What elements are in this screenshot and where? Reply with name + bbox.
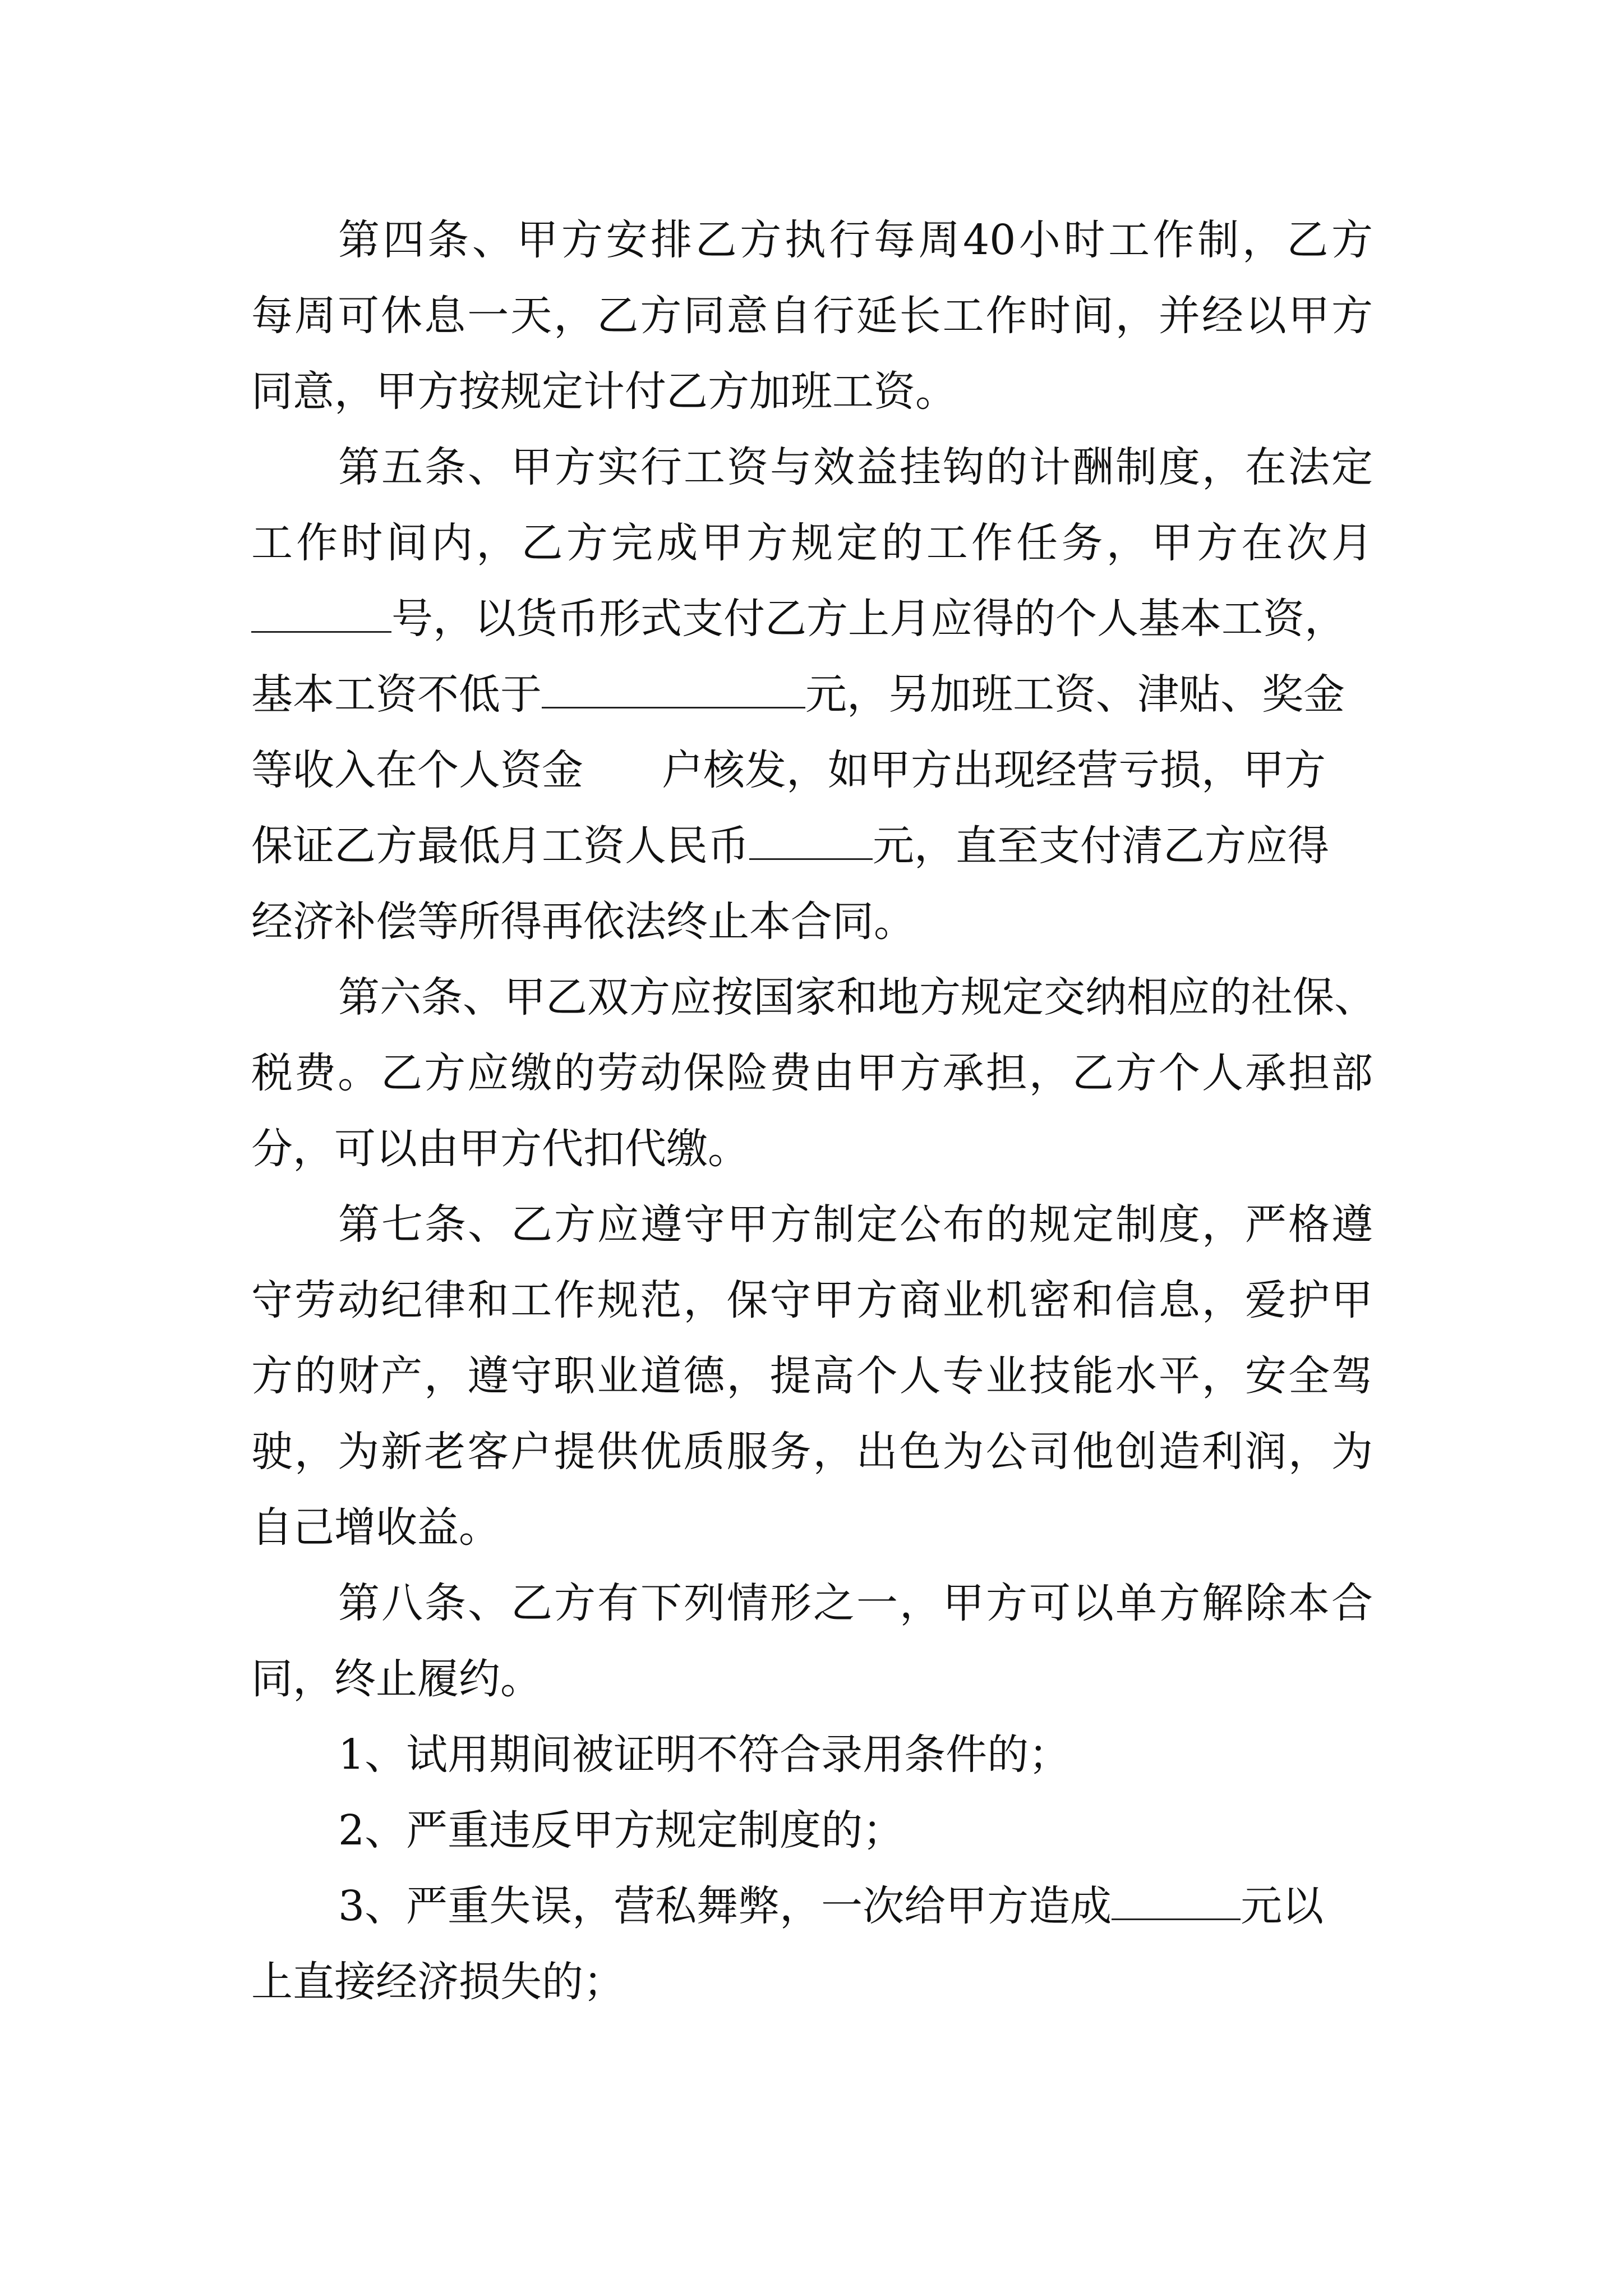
article-5-line-2: 工作时间内，乙方完成甲方规定的工作任务，甲方在次月 — [251, 519, 1373, 567]
article-7-line-2: 守劳动纪律和工作规范，保守甲方商业机密和信息，爱护甲 — [251, 1276, 1373, 1324]
loss-amount-blank — [1112, 1884, 1241, 1920]
article-7-line-1: 第七条、乙方应遵守甲方制定公布的规定制度，严格遵 — [338, 1200, 1373, 1249]
article-5-line-6: 保证乙方最低月工资人民币 元，直至支付清乙方应得 — [251, 822, 1329, 870]
base-salary-blank — [542, 672, 805, 708]
clause-1: 1、试用期间被证明不符合录用条件的； — [338, 1731, 1071, 1779]
article-5-line-1: 第五条、甲方实行工资与效益挂钩的计酬制度，在法定 — [338, 443, 1373, 491]
article-5-line-3: 号，以货币形式支付乙方上月应得的个人基本工资， — [251, 591, 1346, 647]
article-7-line-4: 驶，为新老客户提供优质服务，出色为公司他创造利润，为 — [251, 1428, 1373, 1476]
article-4-line-3: 同意，甲方按规定计付乙方加班工资。 — [251, 367, 957, 416]
article-7-line-5: 自己增收益。 — [251, 1503, 500, 1552]
article-8-line-2: 同，终止履约。 — [251, 1655, 542, 1703]
clause-2: 2、严重违反甲方规定制度的； — [338, 1806, 905, 1855]
day-blank — [251, 596, 391, 633]
article-4-line-1: 第四条、甲方安排乙方执行每周40小时工作制，乙方 — [338, 216, 1373, 264]
article-6-line-2: 税费。乙方应缴的劳动保险费由甲方承担，乙方个人承担部 — [251, 1049, 1373, 1097]
clause-3-line-1: 3、严重失误，营私舞弊，一次给甲方造成 元以 — [338, 1882, 1324, 1930]
article-6-line-1: 第六条、甲乙双方应按国家和地方规定交纳相应的社保、 — [338, 973, 1376, 1022]
article-7-line-3: 方的财产，遵守职业道德，提高个人专业技能水平，安全驾 — [251, 1352, 1373, 1400]
article-6-line-3: 分，可以由甲方代扣代缴。 — [251, 1125, 749, 1173]
min-wage-blank — [749, 823, 873, 860]
article-5-line-7: 经济补偿等所得再依法终止本合同。 — [251, 898, 915, 946]
clause-3-line-2: 上直接经济损失的； — [251, 1958, 625, 2006]
article-8-line-1: 第八条、乙方有下列情形之一，甲方可以单方解除本合 — [338, 1579, 1373, 1627]
article-5-line-5: 等收入在个人资金 户核发，如甲方出现经营亏损，甲方 — [251, 746, 1326, 794]
article-5-line-4: 基本工资不低于 元，另加班工资、津贴、奖金 — [251, 670, 1345, 719]
article-4-line-2: 每周可休息一天，乙方同意自行延长工作时间，并经以甲方 — [251, 292, 1373, 340]
